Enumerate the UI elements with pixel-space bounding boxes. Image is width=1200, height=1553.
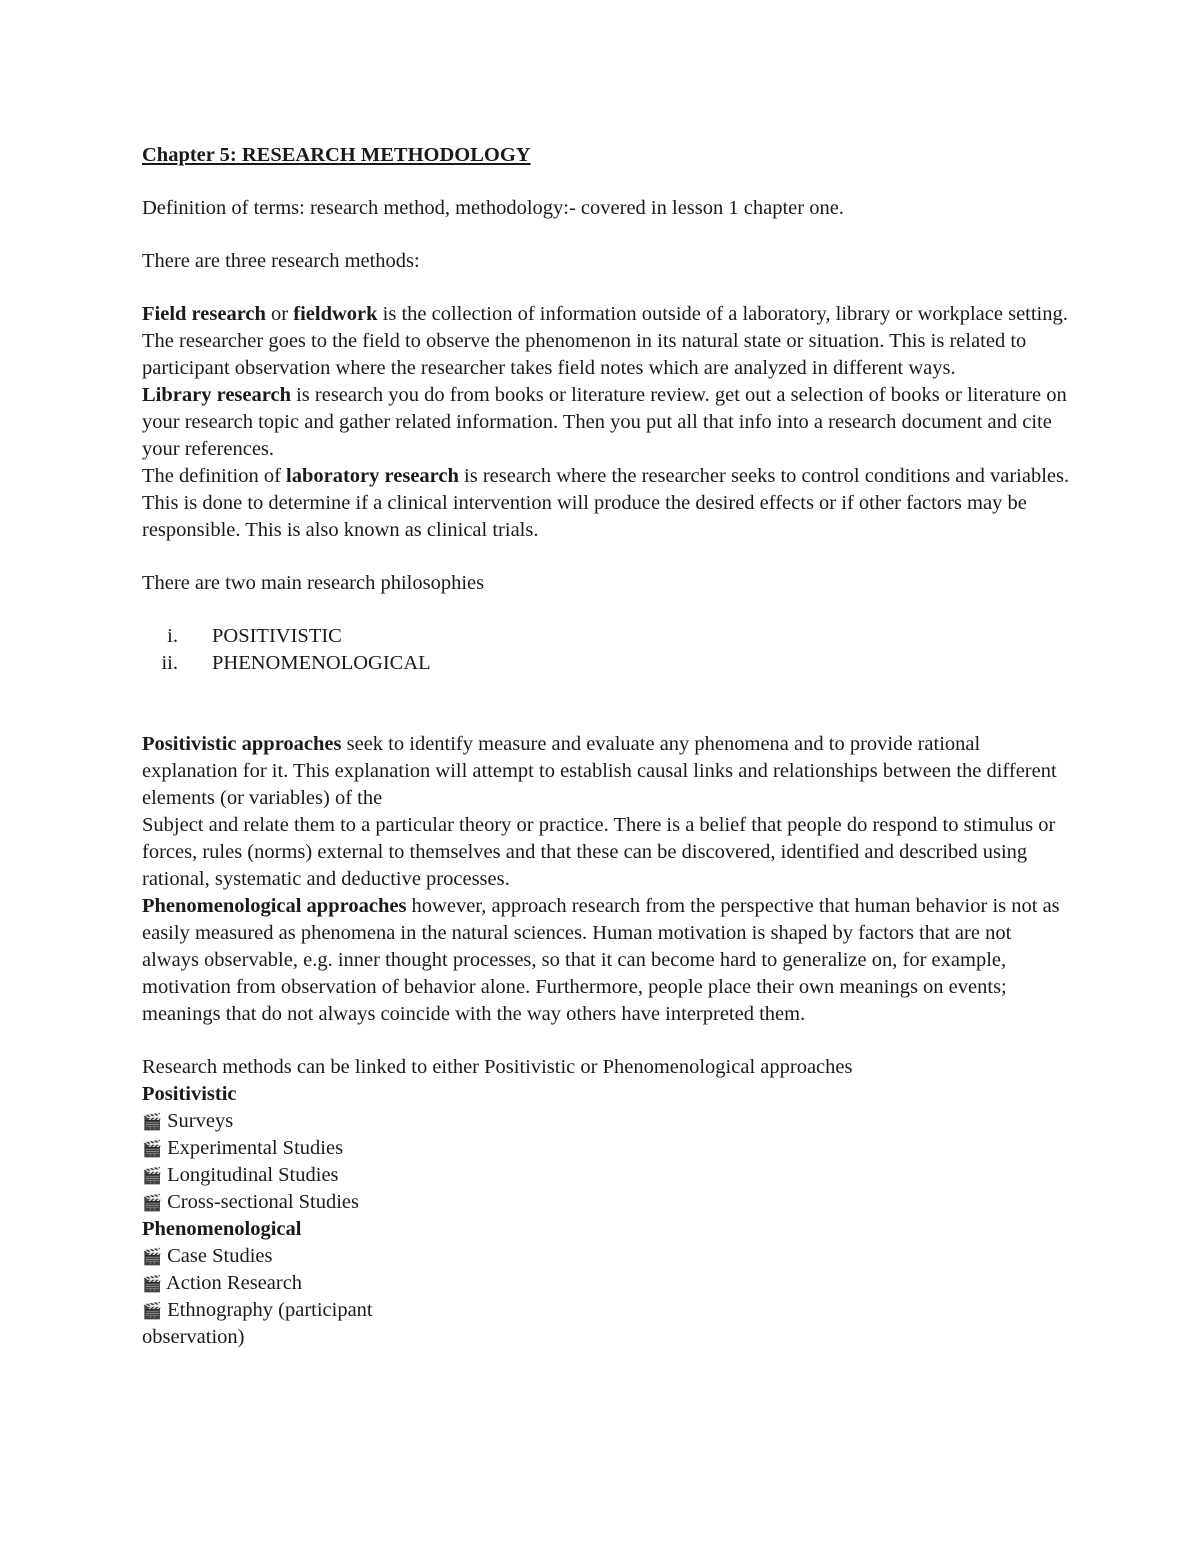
definition-paragraph: Definition of terms: research method, methodology:- covered in lesson 1 chapter one. <box>142 197 844 219</box>
clapperboard-icon: 🎬 <box>142 1139 162 1158</box>
philosophies-intro: There are two main research philosophies <box>142 572 485 594</box>
phenomenological-paragraph <box>142 893 1072 1028</box>
positivistic-term: Positivistic approaches <box>142 733 342 755</box>
list-item <box>142 650 1072 677</box>
list-label: PHENOMENOLOGICAL <box>212 652 431 674</box>
phenomenological-text: however, approach research from the perspective that human behavior is not as easily measured as phenomena in the natural sciences. Human motivation is shaped by factors that are not always observable, e.g. inner thought processes, so that it can become hard to generalize on, for example, motivation from observation of behavior alone. Furthermore, people place their own meanings on events; meanings that do not always coincide with the way others have interpreted them. <box>142 895 1060 1025</box>
positivistic-heading: Positivistic <box>142 1083 237 1105</box>
library-research-text: is research you do from books or literature review. get out a selection of books or literature on your research topic and gather related information. Then you put all that info into a research document and cite your references. <box>142 384 1067 460</box>
laboratory-research-term: laboratory research <box>286 465 459 487</box>
field-research-paragraph <box>142 301 1072 382</box>
list-number: i. <box>167 625 178 647</box>
laboratory-prefix: The definition of <box>142 465 287 487</box>
fieldwork-term: fieldwork <box>293 303 378 325</box>
list-item <box>142 1162 1072 1189</box>
list-item <box>142 623 1072 650</box>
method-label: Ethnography (participant <box>167 1299 373 1321</box>
three-methods-intro: There are three research methods: <box>142 250 420 272</box>
clapperboard-icon: 🎬 <box>142 1166 162 1185</box>
clapperboard-icon: 🎬 <box>142 1193 162 1212</box>
field-research-text: is the collection of information outside of a laboratory, library or workplace setting. The researcher goes to the field to observe the phenomenon in its natural state or situation. This is related to participant observation where the researcher takes field notes which are analyzed in different ways. <box>142 303 1068 379</box>
laboratory-research-text: is research where the researcher seeks to control conditions and variables. This is done to determine if a clinical intervention will produce the desired effects or if other factors may be responsible. This is also known as clinical trials. <box>142 465 1070 541</box>
clapperboard-icon: 🎬 <box>142 1247 162 1266</box>
field-connector: or <box>265 303 294 325</box>
method-label: Action Research <box>166 1272 303 1294</box>
method-label: Experimental Studies <box>167 1137 344 1159</box>
method-label: Cross-sectional Studies <box>167 1191 360 1213</box>
method-label: Case Studies <box>167 1245 273 1267</box>
method-label: Surveys <box>167 1110 234 1132</box>
document-page <box>142 128 1072 1351</box>
library-research-term: Library research <box>142 384 291 406</box>
phenomenological-term: Phenomenological approaches <box>142 895 407 917</box>
linked-intro: Research methods can be linked to either Positivistic or Phenomenological approaches <box>142 1056 853 1078</box>
list-item <box>142 1135 1072 1162</box>
list-item <box>142 1108 1072 1135</box>
list-item <box>142 1270 1072 1297</box>
positivistic-text-1: seek to identify measure and evaluate any phenomena and to provide rational explanation for it. This explanation will attempt to establish causal links and relationships between the different elements (or variables) of the <box>142 733 1057 809</box>
list-item <box>142 1189 1072 1216</box>
list-item <box>142 1243 1072 1270</box>
list-label: POSITIVISTIC <box>212 625 342 647</box>
clapperboard-icon: 🎬 <box>142 1274 162 1293</box>
method-label: observation) <box>142 1326 245 1348</box>
positivistic-paragraph-continued: Subject and relate them to a particular theory or practice. There is a belief that people do respond to stimulus or forces, rules (norms) external to themselves and that these can be discovered, identified and described using rational, systematic and deductive processes. <box>142 814 1056 890</box>
field-research-term: Field research <box>142 303 266 325</box>
method-label: Longitudinal Studies <box>167 1164 339 1186</box>
clapperboard-icon: 🎬 <box>142 1112 162 1131</box>
page-title: Chapter 5: RESEARCH METHODOLOGY <box>142 144 531 166</box>
clapperboard-icon: 🎬 <box>142 1301 162 1320</box>
philosophies-list <box>142 623 1072 677</box>
list-item-continued <box>142 1324 1072 1351</box>
list-number: ii. <box>161 652 178 674</box>
phenomenological-heading: Phenomenological <box>142 1218 302 1240</box>
positivistic-paragraph <box>142 731 1072 812</box>
list-item <box>142 1297 1072 1324</box>
library-research-paragraph <box>142 382 1072 463</box>
laboratory-research-paragraph <box>142 463 1072 544</box>
